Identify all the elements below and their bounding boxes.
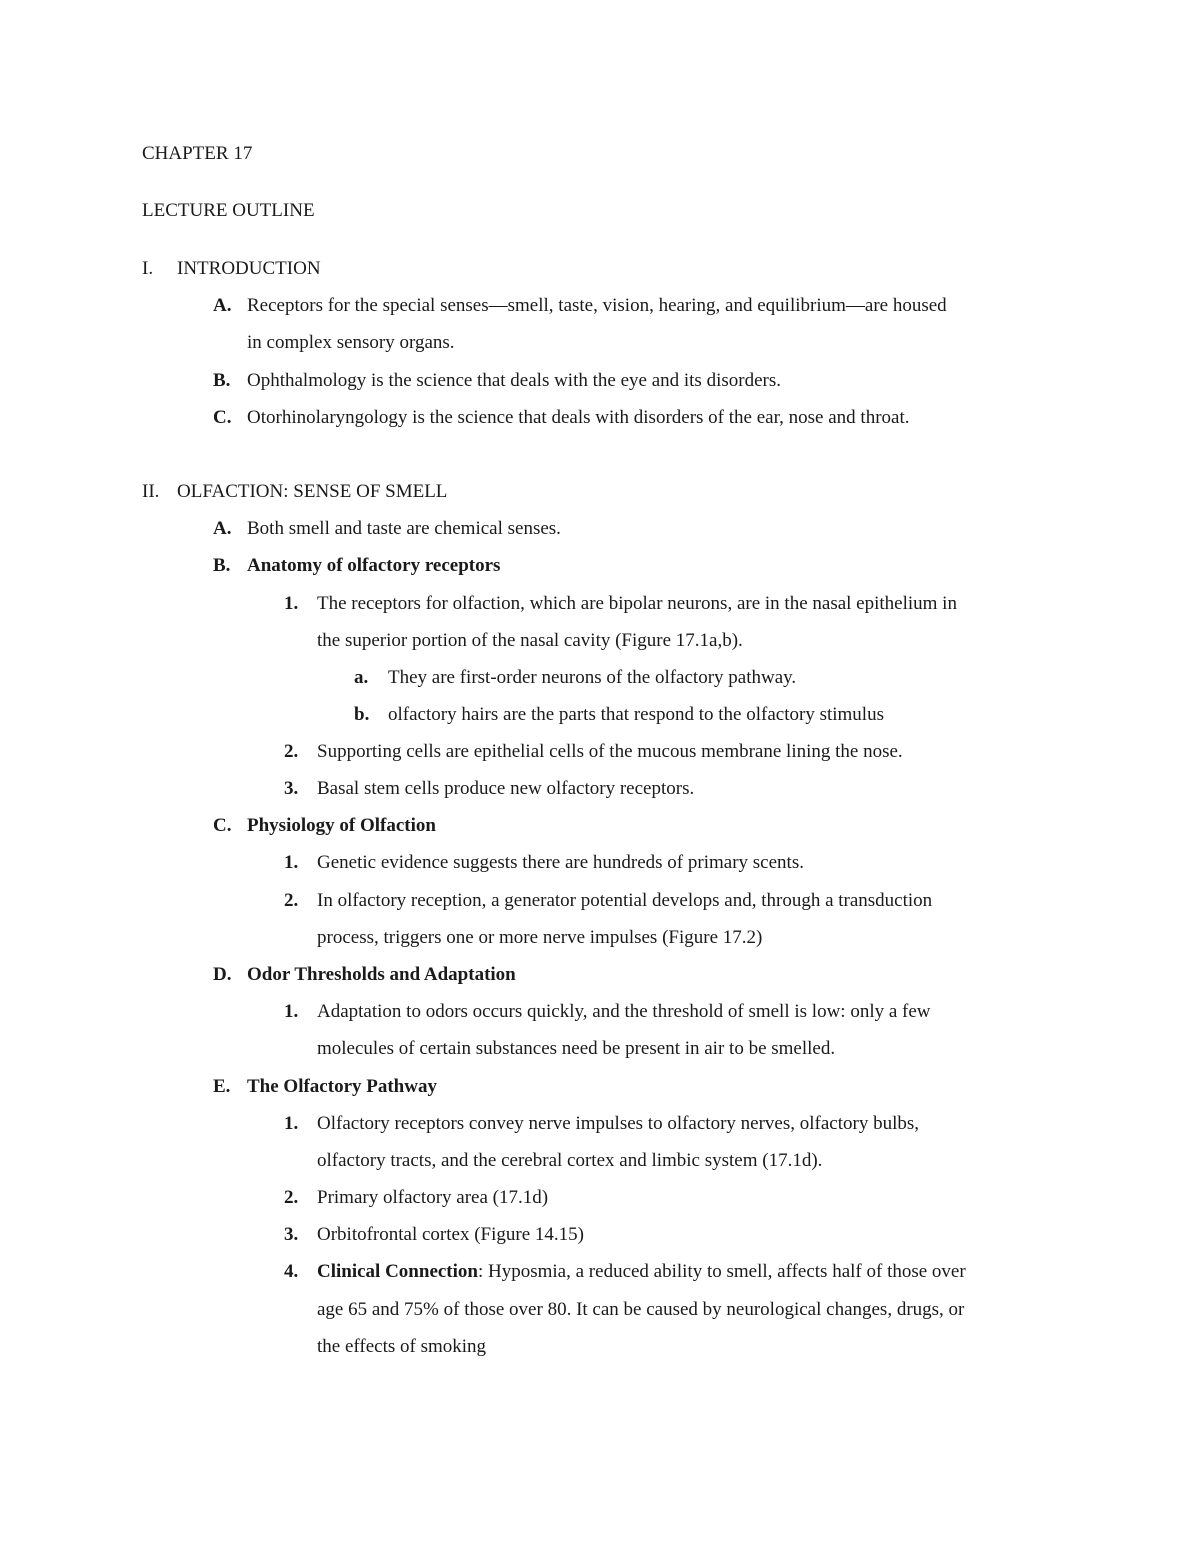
section-number: I. [142,258,154,279]
subsubitem-marker: b. [354,704,370,725]
item-marker: D. [213,964,232,985]
subsection-heading: The Olfactory Pathway [247,1076,437,1097]
section-heading: OLFACTION: SENSE OF SMELL [177,481,448,502]
subitem-marker: 1. [284,852,299,873]
item-marker: E. [213,1076,231,1097]
subsubitem-text: olfactory hairs are the parts that respond to the olfactory stimulus [388,704,884,725]
subitem-text: Basal stem cells produce new olfactory receptors. [317,778,695,799]
subitem-text: Genetic evidence suggests there are hundreds of primary scents. [317,852,804,873]
item-text: Otorhinolaryngology is the science that deals with disorders of the ear, nose and throat. [247,407,910,428]
subitem-marker: 2. [284,890,299,911]
chapter-title: CHAPTER 17 [142,143,253,164]
subitem-marker: 2. [284,741,299,762]
item-text: Ophthalmology is the science that deals with the eye and its disorders. [247,370,781,391]
subitem-text: process, triggers one or more nerve impulses (Figure 17.2) [317,927,763,948]
item-text: Receptors for the special senses—smell, taste, vision, hearing, and equilibrium—are housed [247,295,947,316]
subitem-text: Olfactory receptors convey nerve impulses to olfactory nerves, olfactory bulbs, [317,1113,919,1134]
outline-subtitle: LECTURE OUTLINE [142,200,315,221]
subitem-text: Primary olfactory area (17.1d) [317,1187,549,1208]
subitem-marker: 1. [284,593,299,614]
subitem-text: molecules of certain substances need be present in air to be smelled. [317,1038,836,1059]
section-number: II. [142,481,160,502]
subitem-marker: 1. [284,1001,299,1022]
item-text: in complex sensory organs. [247,332,455,353]
item-marker: C. [213,815,232,836]
subitem-text: In olfactory reception, a generator potential develops and, through a transduction [317,890,933,911]
clinical-connection-line [317,1260,966,1284]
item-marker: B. [213,555,231,576]
item-marker: A. [213,295,232,316]
item-marker: A. [213,518,232,539]
subitem-text: Supporting cells are epithelial cells of the mucous membrane lining the nose. [317,741,903,762]
item-marker: B. [213,370,231,391]
item-marker: C. [213,407,232,428]
subitem-text: the superior portion of the nasal cavity (Figure 17.1a,b). [317,630,743,651]
subitem-marker: 3. [284,1224,299,1245]
subsubitem-text: They are first-order neurons of the olfactory pathway. [388,667,797,688]
subitem-text: the effects of smoking [317,1336,487,1357]
subitem-text: olfactory tracts, and the cerebral cortex and limbic system (17.1d). [317,1150,823,1171]
subsection-heading: Anatomy of olfactory receptors [247,555,501,576]
subitem-marker: 3. [284,778,299,799]
subitem-text: : Hyposmia, a reduced ability to smell, affects half of those over [477,1261,966,1282]
item-text: Both smell and taste are chemical senses. [247,518,561,539]
subsubitem-marker: a. [354,667,369,688]
subitem-marker: 1. [284,1113,299,1134]
section-heading: INTRODUCTION [177,258,321,279]
clinical-connection-label: Clinical Connection [317,1261,478,1282]
subitem-text: age 65 and 75% of those over 80. It can be caused by neurological changes, drugs, or [317,1299,965,1320]
subitem-text: Orbitofrontal cortex (Figure 14.15) [317,1224,584,1245]
subsection-heading: Odor Thresholds and Adaptation [247,964,516,985]
subsection-heading: Physiology of Olfaction [247,815,436,836]
subitem-marker: 2. [284,1187,299,1208]
subitem-text: Adaptation to odors occurs quickly, and the threshold of smell is low: only a few [317,1001,931,1022]
subitem-text: The receptors for olfaction, which are bipolar neurons, are in the nasal epithelium in [317,593,957,614]
subitem-marker: 4. [284,1261,299,1282]
